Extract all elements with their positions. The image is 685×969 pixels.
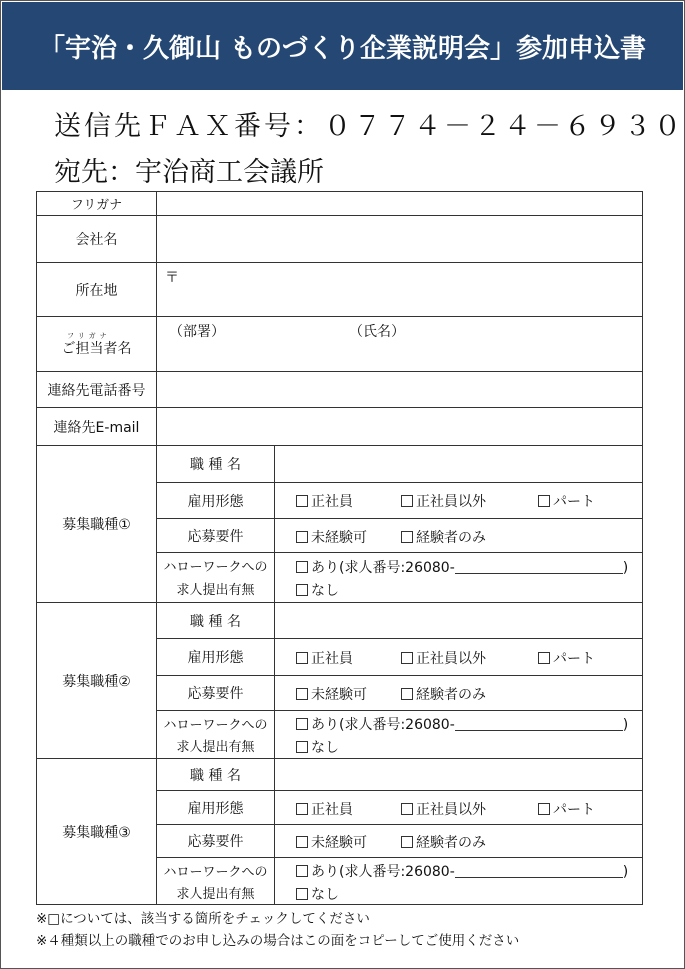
- job-1-hellowork-label-2: 求人提出有無: [176, 582, 255, 598]
- phone-field[interactable]: [157, 372, 641, 407]
- checkbox-icon: [538, 652, 550, 664]
- job-3-hellowork-no-checkbox[interactable]: なし: [296, 884, 339, 904]
- company-name-label: 会社名: [75, 232, 118, 248]
- job-1-hellowork-yes-checkbox[interactable]: あり(求人番号:26080- ): [296, 557, 628, 577]
- job-3-hellowork-yes-checkbox[interactable]: あり(求人番号:26080- ): [296, 861, 628, 881]
- job-2-inexperienced-checkbox[interactable]: 未経験可: [296, 684, 367, 704]
- checkbox-icon: [296, 584, 308, 596]
- job-2-name-label: 職 種 名: [190, 613, 241, 630]
- application-form-table: [36, 191, 643, 905]
- checkbox-icon: [401, 531, 413, 543]
- checkbox-icon: [538, 803, 550, 815]
- checkbox-icon: [296, 803, 308, 815]
- job-2-hellowork-no-checkbox[interactable]: なし: [296, 737, 339, 757]
- job-1-title: 募集職種①: [62, 517, 131, 533]
- note-checkbox-instruction: ※□については、該当する箇所をチェックしてください: [36, 911, 370, 927]
- job-2-title: 募集職種②: [62, 673, 131, 690]
- job-3-experienced-checkbox[interactable]: 経験者のみ: [401, 832, 486, 852]
- checkbox-icon: [296, 865, 308, 877]
- form-title-banner: [2, 2, 683, 90]
- job-1-hellowork-no-checkbox[interactable]: なし: [296, 580, 339, 600]
- email-field[interactable]: [157, 408, 641, 445]
- checkbox-icon: [296, 741, 308, 753]
- job-2-employment-label: 雇用形態: [187, 650, 244, 666]
- job-2-nonregular-checkbox[interactable]: 正社員以外: [401, 648, 486, 668]
- address-field[interactable]: [157, 263, 641, 316]
- address-label: 所在地: [75, 282, 118, 299]
- job-3-regular-checkbox[interactable]: 正社員: [296, 799, 353, 819]
- job-2-regular-checkbox[interactable]: 正社員: [296, 648, 353, 668]
- job-1-inexperienced-checkbox[interactable]: 未経験可: [296, 527, 367, 547]
- job-1-experienced-checkbox[interactable]: 経験者のみ: [401, 527, 486, 547]
- job-3-title: 募集職種③: [62, 824, 131, 841]
- note-copy-instruction: ※４種類以上の職種でのお申し込みの場合はこの面をコピーしてご使用ください: [36, 933, 520, 949]
- checkbox-icon: [296, 561, 308, 573]
- department-label: （部署）: [169, 324, 225, 340]
- contact-person-label: ご担当者名: [61, 341, 132, 357]
- email-label: 連絡先E-mail: [53, 419, 140, 436]
- person-name-label: （氏名）: [349, 324, 405, 340]
- job-1-hellowork-label-1: ハローワークへの: [163, 559, 268, 575]
- job-1-requirement-label: 応募要件: [187, 528, 244, 545]
- job-2-hellowork-label-1: ハローワークへの: [163, 717, 268, 733]
- job-2-requirement-label: 応募要件: [187, 686, 244, 702]
- checkbox-icon: [296, 531, 308, 543]
- job-3-part-checkbox[interactable]: パート: [538, 799, 595, 819]
- checkbox-icon: [401, 803, 413, 815]
- checkbox-icon: [296, 718, 308, 730]
- phone-label: 連絡先電話番号: [47, 382, 146, 399]
- job-number-blank[interactable]: [455, 561, 623, 574]
- form-title: 「宇治・久御山 ものづくり企業説明会」参加申込書: [38, 33, 647, 64]
- job-3-inexperienced-checkbox[interactable]: 未経験可: [296, 832, 367, 852]
- checkbox-icon: [401, 836, 413, 848]
- job-number-blank[interactable]: [455, 718, 623, 731]
- furigana-label: フリガナ: [70, 198, 123, 213]
- checkbox-icon: [401, 495, 413, 507]
- job-2-hellowork-label-2: 求人提出有無: [176, 739, 255, 755]
- job-1-nonregular-checkbox[interactable]: 正社員以外: [401, 491, 486, 511]
- job-number-blank[interactable]: [455, 865, 623, 878]
- checkbox-icon: [296, 688, 308, 700]
- job-3-hellowork-label-1: ハローワークへの: [163, 864, 268, 880]
- postal-mark: 〒: [165, 270, 179, 286]
- job-3-requirement-label: 応募要件: [187, 834, 244, 850]
- job-3-name-label: 職 種 名: [190, 767, 241, 784]
- job-3-hellowork-label-2: 求人提出有無: [176, 886, 255, 902]
- job-2-experienced-checkbox[interactable]: 経験者のみ: [401, 684, 486, 704]
- job-1-name-label: 職 種 名: [190, 457, 241, 473]
- job-1-part-checkbox[interactable]: パート: [538, 491, 595, 511]
- fax-number-line: 送信先ＦＡＸ番号：０７７４－２４－６９３０: [54, 111, 684, 142]
- furigana-field[interactable]: [157, 192, 641, 215]
- checkbox-icon: [401, 688, 413, 700]
- job-2-part-checkbox[interactable]: パート: [538, 648, 595, 668]
- job-2-hellowork-yes-checkbox[interactable]: あり(求人番号:26080- ): [296, 714, 628, 734]
- checkbox-icon: [296, 495, 308, 507]
- job-3-nonregular-checkbox[interactable]: 正社員以外: [401, 799, 486, 819]
- job-1-regular-checkbox[interactable]: 正社員: [296, 491, 353, 511]
- checkbox-icon: [296, 888, 308, 900]
- checkbox-icon: [296, 836, 308, 848]
- destination-line: 宛先：宇治商工会議所: [54, 157, 324, 188]
- company-name-field[interactable]: [157, 216, 641, 262]
- checkbox-icon: [401, 652, 413, 664]
- job-3-employment-label: 雇用形態: [187, 800, 244, 817]
- checkbox-icon: [538, 495, 550, 507]
- checkbox-icon: [296, 652, 308, 664]
- job-1-employment-label: 雇用形態: [187, 493, 244, 510]
- contact-person-ruby: フリガナ: [67, 332, 111, 340]
